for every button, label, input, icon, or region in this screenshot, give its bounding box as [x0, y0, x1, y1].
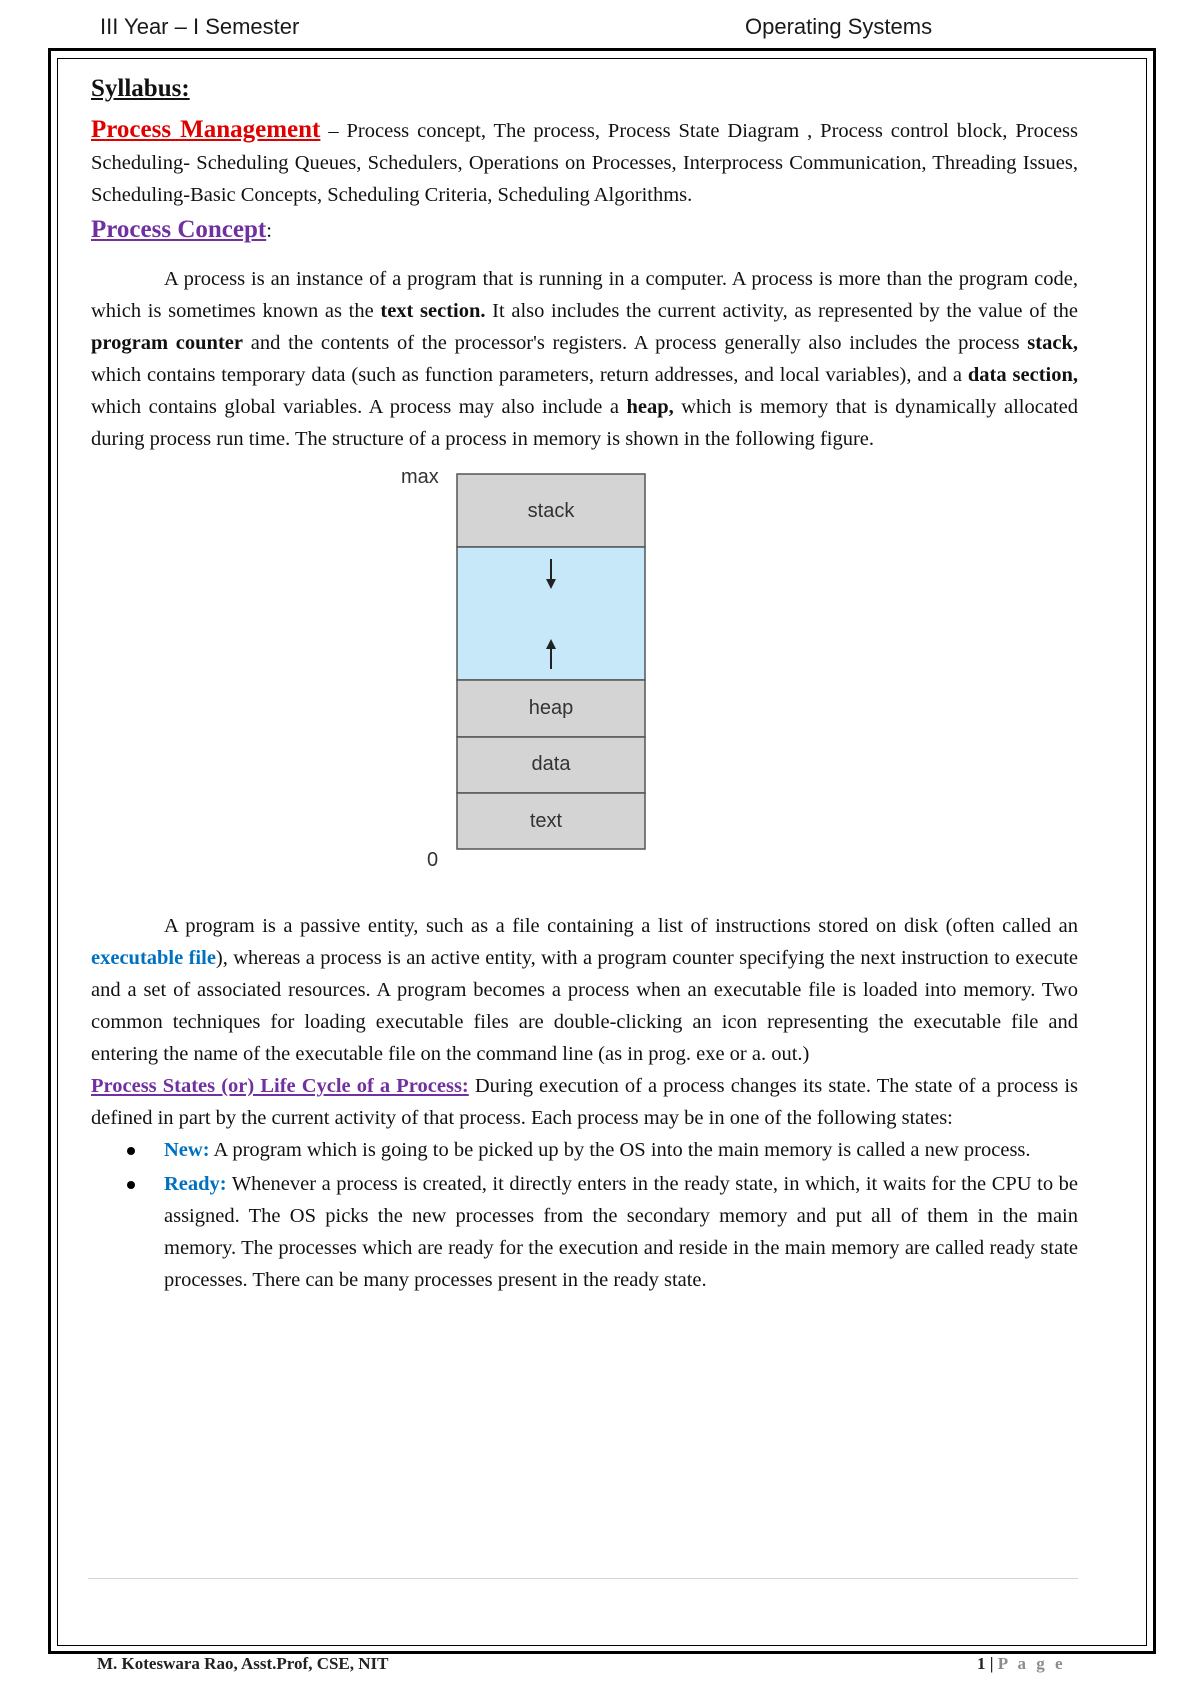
process-states-heading: Process States (or) Life Cycle of a Process:: [91, 1075, 469, 1097]
process-memory-diagram: [91, 455, 1078, 910]
bullet-icon: [127, 1147, 135, 1155]
footer-page-number: 1 | P a g e: [977, 1654, 1066, 1673]
footer-author: M. Koteswara Rao, Asst.Prof, CSE, NIT: [97, 1654, 389, 1673]
header-subject: Operating Systems: [745, 14, 933, 39]
bullet-icon: [127, 1181, 135, 1189]
state-term-ready: Ready:: [164, 1173, 227, 1195]
text-label: text: [529, 810, 563, 832]
program-paragraph: A program is a passive entity, such as a file containing a list of instructions stored on disk (often called an executable file), whereas a process is an active entity, with a program counter specifying the next instruction to execute and a set of associated resources. A program becomes a process when an executable file is loaded into memory. Two common techniques for loading executable files are double-clicking an icon representing the executable file and entering the name of the executable file on the command line (as in prog. exe or a. out.): [91, 915, 1078, 1065]
process-states-list: [91, 1134, 1078, 1296]
syllabus-heading: Syllabus:: [91, 75, 190, 102]
header-semester: III Year – I Semester: [100, 14, 300, 39]
list-item: New: A program which is going to be picked up by the OS into the main memory is called a new process.: [91, 1134, 1078, 1166]
stack-label: stack: [527, 500, 575, 522]
process-concept-paragraph: A process is an instance of a program that is running in a computer. A process is more than the program code, which is sometimes known as the text section. It also includes the current activity, as represented by the value of the program counter and the contents of the processor's registers. A process generally also includes the process stack, which contains temporary data (such as function parameters, return addresses, and local variables), and a data section, which contains global variables. A process may also include a heap, which is memory that is dynamically allocated during process run time. The structure of a process in memory is shown in the following figure.: [91, 268, 1078, 450]
heap-label: heap: [528, 697, 574, 719]
executable-file-term: executable file: [91, 947, 216, 969]
footer-divider: [88, 1578, 1078, 1579]
process-management-heading: Process Management: [91, 116, 321, 143]
process-states-paragraph: Process States (or) Life Cycle of a Process: During execution of a process changes its state. The state of a process is defined in part by the current activity of that process. Each process may be in one of the following states:: [91, 1075, 1079, 1129]
state-term-new: New:: [164, 1139, 210, 1161]
page-content: [91, 64, 1078, 1298]
max-label: max: [401, 466, 439, 488]
process-concept-heading-row: Process Concept:: [91, 216, 272, 243]
list-item: Ready: Whenever a process is created, it directly enters in the ready state, in which, it waits for the CPU to be assigned. The OS picks the new processes from the secondary memory and put all of them in the main memory. The processes which are ready for the execution and reside in the main memory are called ready state processes. There can be many processes present in the ready state.: [91, 1168, 1078, 1296]
process-management-paragraph: Process Management – Process concept, The process, Process State Diagram , Process control block, Process Scheduling- Scheduling Queues, Schedulers, Operations on Processes, Interprocess Communication, Threading Issues, Scheduling-Basic Concepts, Scheduling Criteria, Scheduling Algorithms.: [91, 116, 1078, 206]
zero-label: 0: [427, 849, 439, 871]
process-concept-heading: Process Concept: [91, 216, 267, 243]
data-label: data: [531, 753, 571, 775]
process-memory-figure: [91, 455, 1078, 910]
